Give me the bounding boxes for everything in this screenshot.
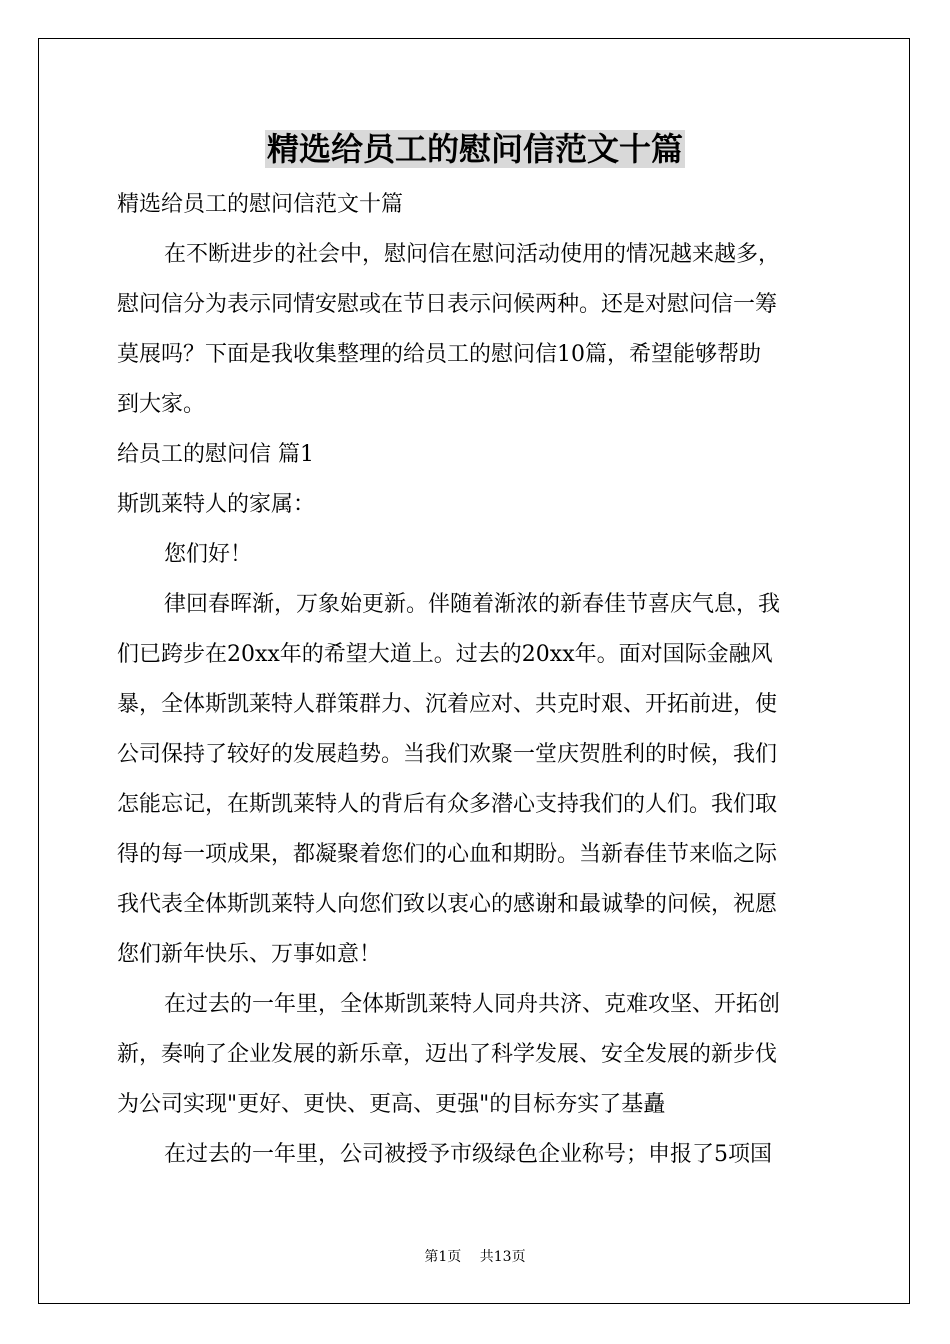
paragraph-line: 公司保持了较好的发展趋势。当我们欢聚一堂庆贺胜利的时候，我们	[117, 742, 778, 767]
paragraph-line: 怎能忘记，在斯凯莱特人的背后有众多潜心支持我们的人们。我们取	[117, 792, 778, 817]
subtitle-line: 精选给员工的慰问信范文十篇	[117, 192, 404, 217]
paragraph-line: 暴，全体斯凯莱特人群策群力、沉着应对、共克时艰、开拓前进，使	[117, 692, 778, 717]
title-text: 精选给员工的慰问信范文十篇	[266, 130, 683, 168]
paragraph-line: 得的每一项成果，都凝聚着您们的心血和期盼。当新春佳节来临之际	[117, 842, 778, 867]
page-number: 第1页	[424, 1249, 462, 1265]
paragraph-line: 在过去的一年里，全体斯凯莱特人同舟共济、克难攻坚、开拓创	[164, 992, 781, 1017]
paragraph-line: 在不断进步的社会中，慰问信在慰问活动使用的情况越来越多，	[164, 242, 781, 267]
document-body	[117, 180, 837, 1180]
paragraph-line: 律回春晖渐，万象始更新。伴随着渐浓的新春佳节喜庆气息，我	[164, 592, 781, 617]
section-heading: 给员工的慰问信 篇1	[117, 442, 314, 467]
paragraph-line: 到大家。	[117, 392, 206, 417]
paragraph-line: 慰问信分为表示同情安慰或在节日表示问候两种。还是对慰问信一筹	[117, 292, 778, 317]
salutation-line: 斯凯莱特人的家属：	[117, 492, 316, 517]
document-title	[0, 126, 950, 172]
paragraph-line: 们已跨步在20xx年的希望大道上。过去的20xx年。面对国际金融风	[117, 642, 773, 667]
page-total: 共13页	[479, 1249, 526, 1265]
greeting-line: 您们好！	[164, 542, 253, 567]
paragraph-line: 在过去的一年里，公司被授予市级绿色企业称号；申报了5项国	[164, 1142, 772, 1167]
paragraph-line: 我代表全体斯凯莱特人向您们致以衷心的感谢和最诚挚的问候，祝愿	[117, 892, 778, 917]
paragraph-line: 新，奏响了企业发展的新乐章，迈出了科学发展、安全发展的新步伐	[117, 1042, 778, 1067]
paragraph-line: 您们新年快乐、万事如意！	[117, 942, 382, 967]
paragraph-line: 莫展吗？下面是我收集整理的给员工的慰问信10篇，希望能够帮助	[117, 342, 761, 367]
page-footer	[0, 1246, 950, 1266]
paragraph-line: 为公司实现"更好、更快、更高、更强"的目标夯实了基矗	[117, 1092, 666, 1117]
